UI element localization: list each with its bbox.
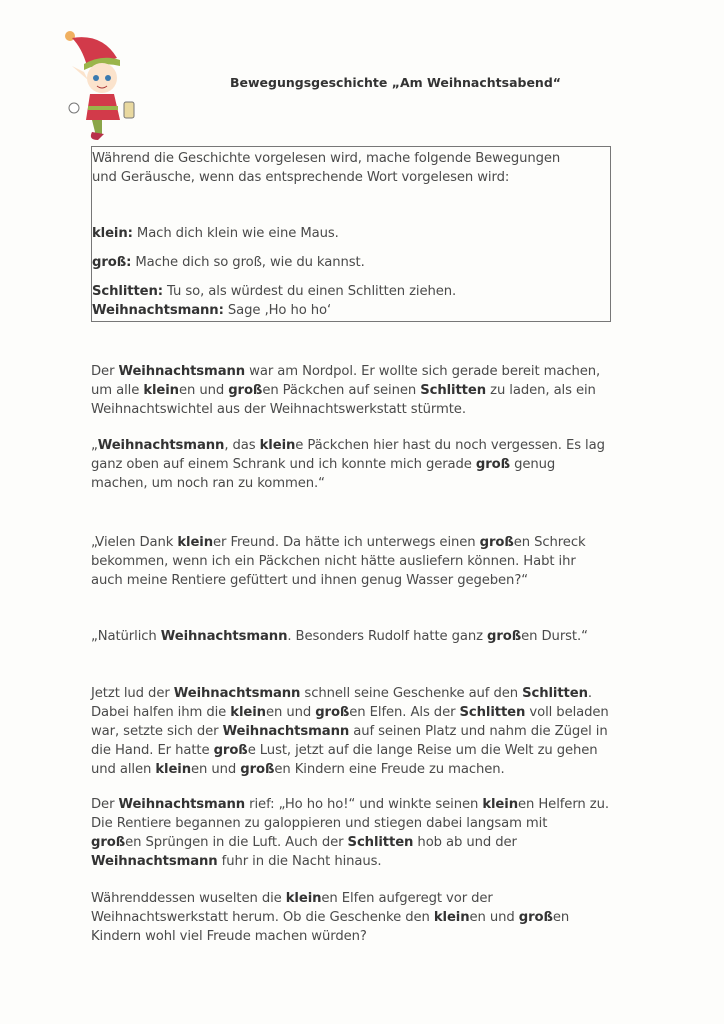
story-paragraph [91,436,651,493]
rule-action: Tu so, als würdest du einen Schlitten ziehen. [162,284,457,299]
instructions-box [91,146,611,322]
keyword: groß [475,457,510,472]
keyword: Schlitten [522,686,588,701]
rule-action: Mache dich so groß, wie du kannst. [131,255,365,270]
keyword: klein [143,383,179,398]
keyword: Weihnachtsmann [173,686,301,701]
text-segment: en und [191,762,241,777]
instructions-intro: Während die Geschichte vorgelesen wird, mache folgende Bewegungen und Geräusche, wenn das entsprechende Wort vorgelesen wird: [92,151,561,185]
text-segment: e Päckchen hier hast du noch vergessen. Es lag ganz oben auf einem Schrank und ich konnte mich gerade [91,438,605,472]
keyword: groß [518,910,553,925]
keyword: Weihnachtsmann [97,438,225,453]
rule-word: klein: [92,226,133,241]
text-segment: Der [91,364,119,379]
text-segment: , das [224,438,260,453]
text-segment: en Helfern zu. Die Rentiere begannen zu galoppieren und stiegen dabei langsam mit [91,797,609,831]
keyword: Weihnachtsmann [91,854,218,869]
story-paragraph [91,627,651,646]
text-segment: en und [265,705,316,720]
text-segment: voll beladen war, setzte sich der [91,705,609,739]
rule-action: Sage ‚Ho ho ho‘ [223,303,332,318]
rule-gross [92,253,365,272]
story-paragraph [91,533,651,590]
text-segment: er Freund. Da hätte ich unterwegs einen [213,535,480,550]
text-segment: . Dabei halfen ihm die [91,686,592,720]
keyword: groß [228,383,263,398]
text-segment: war am Nordpol. Er wollte sich gerade bereit machen, um alle [91,364,601,398]
keyword: groß [479,535,514,550]
rule-word: Schlitten: [92,284,163,299]
elf-illustration [62,28,142,143]
rule-klein [92,224,339,243]
text-segment: en Durst.“ [521,629,588,644]
keyword: groß [213,743,248,758]
text-segment: e Lust, jetzt auf die lange Reise um die Welt zu gehen und allen [91,743,598,777]
document-title: Bewegungsgeschichte „Am Weihnachtsabend“ [230,75,561,90]
text-segment: en Sprüngen in die Luft. Auch der [125,835,348,850]
story-paragraph [91,889,651,946]
keyword: klein [285,891,322,906]
keyword: groß [240,762,275,777]
text-segment: „Vielen Dank [91,535,178,550]
keyword: Schlitten [459,705,526,720]
text-segment: Der [91,797,119,812]
keyword: klein [259,438,296,453]
keyword: groß [487,629,522,644]
rule-weihnachtsmann [92,301,331,320]
text-segment: „Natürlich [91,629,161,644]
keyword: Weihnachtsmann [160,629,288,644]
text-segment: en und [178,383,229,398]
rule-schlitten [92,282,456,301]
text-segment: schnell seine Geschenke auf den [300,686,523,701]
text-segment: rief: „Ho ho ho!“ und winkte seinen [245,797,483,812]
story-paragraph [91,684,651,779]
text-segment: en Elfen. Als der [349,705,460,720]
text-segment: en Kindern wohl viel Freude machen würden? [91,910,570,944]
text-segment: Währenddessen wuselten die [91,891,286,906]
story-paragraph [91,362,651,419]
text-segment: hob ab und der [417,835,517,850]
text-segment: „ [91,438,98,453]
keyword: groß [315,705,350,720]
keyword: klein [433,910,470,925]
keyword: Weihnachtsmann [118,364,246,379]
keyword: Weihnachtsmann [222,724,350,739]
text-segment: en Kindern eine Freude zu machen. [274,762,505,777]
keyword: klein [177,535,214,550]
keyword: klein [482,797,518,812]
text-segment: en Elfen aufgeregt vor der Weihnachtswerkstatt herum. Ob die Geschenke den [91,891,493,925]
text-segment: auf seinen Platz und nahm die Zügel in die Hand. Er hatte [91,724,608,758]
text-segment: genug machen, um noch ran zu kommen.“ [91,457,556,491]
text-segment: en und [469,910,519,925]
keyword: Schlitten [347,835,414,850]
keyword: Weihnachtsmann [118,797,246,812]
text-segment: . Besonders Rudolf hatte ganz [287,629,488,644]
story-paragraph [91,795,651,871]
text-segment: Jetzt lud der [91,686,174,701]
keyword: groß [91,835,126,850]
rule-action: Mach dich klein wie eine Maus. [132,226,339,241]
text-segment: en Schreck bekommen, wenn ich ein Päckchen nicht hätte ausliefern können. Habt ihr auch meine Rentiere gefüttert und ihnen genug Wasser gegeben?“ [91,535,586,588]
text-segment: zu laden, als ein Weihnachtswichtel aus der Weihnachtswerkstatt stürmte. [91,383,596,417]
text-segment: en Päckchen auf seinen [262,383,421,398]
keyword: Schlitten [420,383,487,398]
keyword: klein [155,762,192,777]
text-segment: fuhr in die Nacht hinaus. [217,854,382,869]
keyword: klein [230,705,266,720]
rule-word: groß: [92,255,132,270]
rule-word: Weihnachtsmann: [92,303,224,318]
